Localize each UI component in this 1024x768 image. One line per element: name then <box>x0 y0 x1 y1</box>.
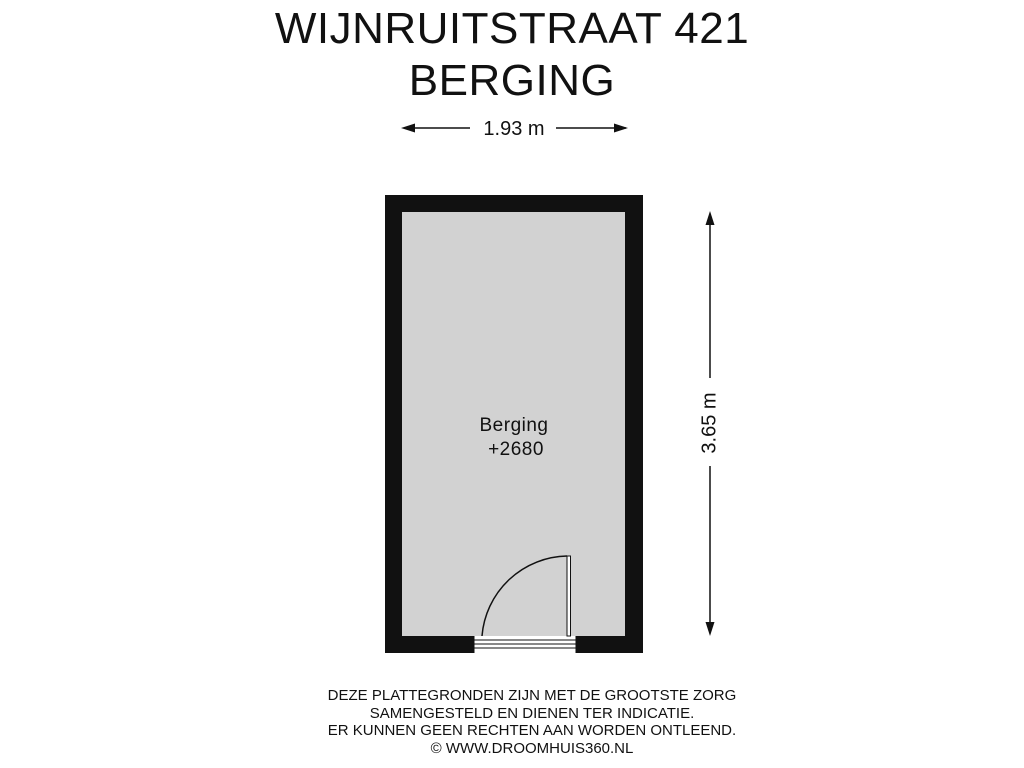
disclaimer-line-4: © WWW.DROOMHUIS360.NL <box>430 739 634 757</box>
arrow-down-icon <box>706 622 715 636</box>
door-leaf <box>567 556 571 636</box>
room-subtitle: BERGING <box>408 56 616 105</box>
width-dimension <box>401 118 628 140</box>
room-name-label: Berging <box>479 415 549 436</box>
disclaimer-line-3: ER KUNNEN GEEN RECHTEN AAN WORDEN ONTLEEND. <box>327 722 737 739</box>
disclaimer-line-1: DEZE PLATTEGRONDEN ZIJN MET DE GROOTSTE ZORG <box>327 687 737 704</box>
disclaimer <box>0 687 1024 757</box>
disclaimer-line-2: SAMENGESTELD EN DIENEN TER INDICATIE. <box>369 704 695 722</box>
depth-dimension <box>698 211 720 636</box>
arrow-right-icon <box>614 124 628 133</box>
address-title: WIJNRUITSTRAAT 421 <box>274 4 750 53</box>
depth-dimension-label: 3.65 m <box>698 392 721 454</box>
arrow-up-icon <box>706 211 715 225</box>
width-dimension-label: 1.93 m <box>483 118 545 140</box>
arrow-left-icon <box>401 124 415 133</box>
room-level-label: +2680 <box>488 439 544 460</box>
